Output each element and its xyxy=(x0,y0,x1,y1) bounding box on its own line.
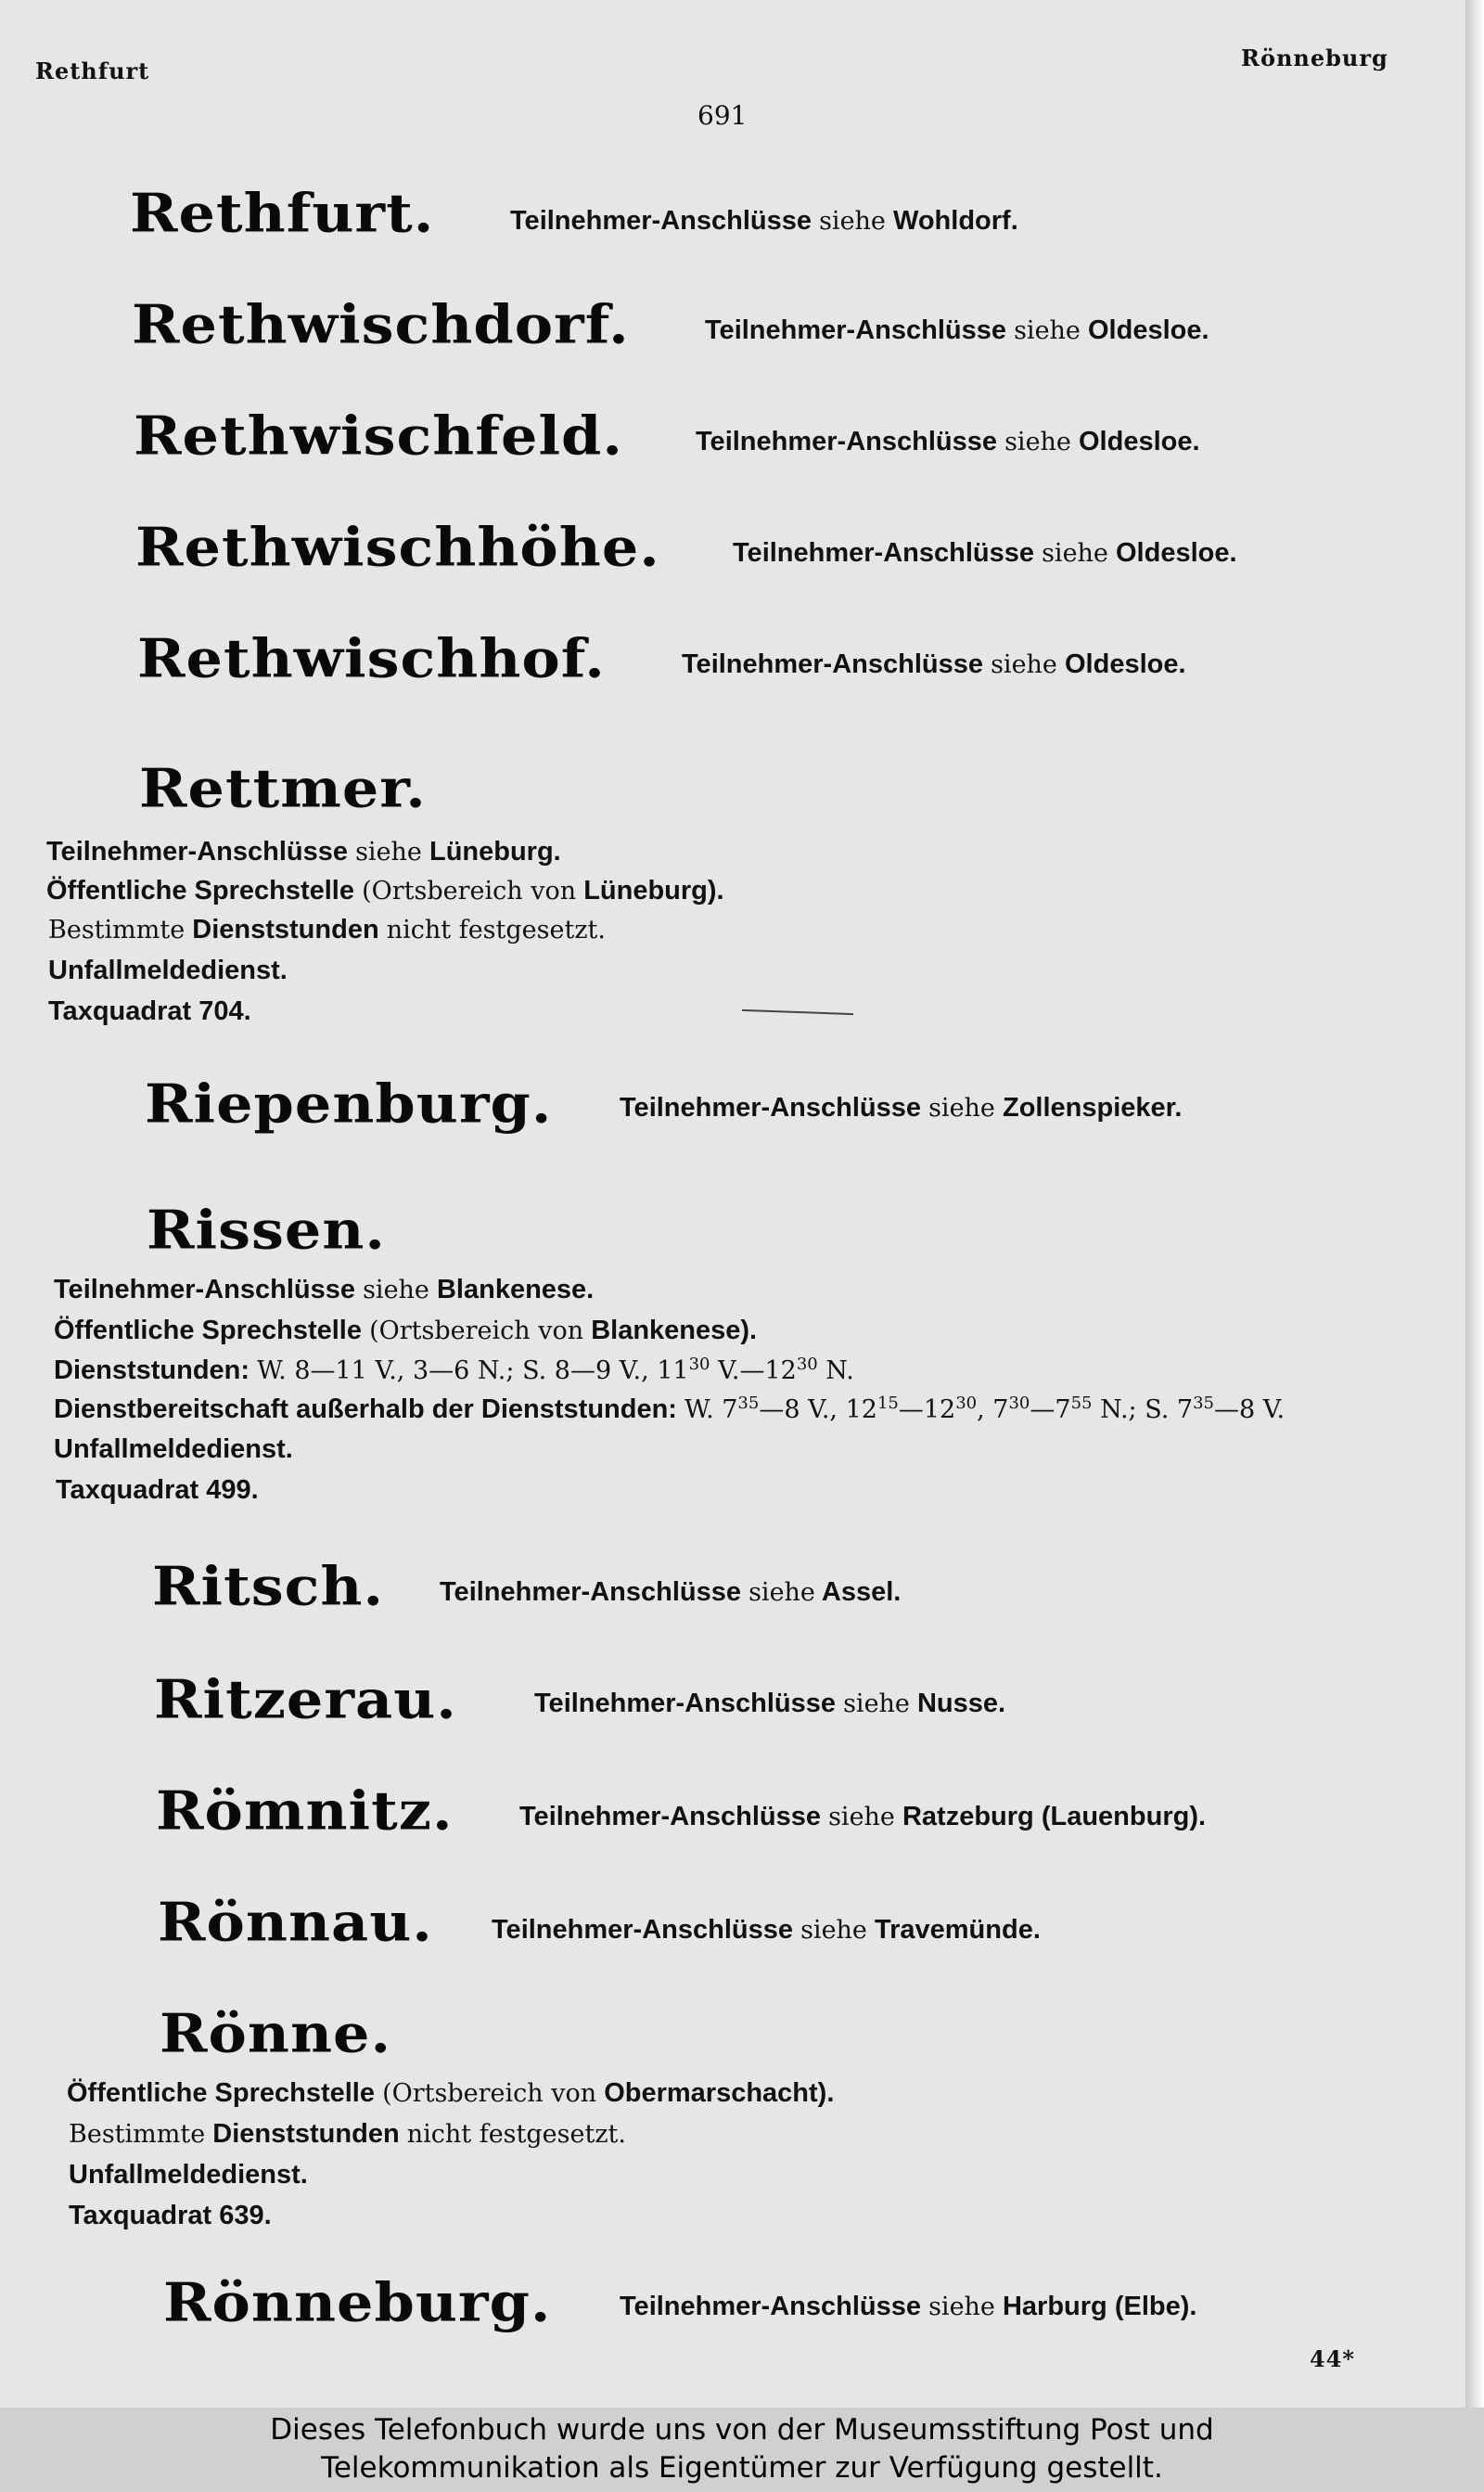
hours-part: —8 V., 12 xyxy=(759,1395,877,1424)
detail-line: Taxquadrat 704. xyxy=(48,996,251,1026)
detail-line xyxy=(48,915,606,945)
detail-siehe: siehe xyxy=(363,1276,429,1304)
reference-label: Teilnehmer-Anschlüsse xyxy=(696,427,998,456)
reference-target: Harburg (Elbe). xyxy=(1002,2292,1197,2321)
place-name: Rönneburg. xyxy=(163,2271,552,2334)
detail-label: Teilnehmer-Anschlüsse xyxy=(54,1275,356,1304)
detail-label: Dienstbereitschaft außerhalb der Dienststunden: xyxy=(54,1394,677,1424)
reference-target: Assel. xyxy=(821,1577,902,1607)
detail-hours xyxy=(257,1356,854,1385)
reference-label: Teilnehmer-Anschlüsse xyxy=(519,1802,822,1831)
entry-reference xyxy=(534,1689,1005,1719)
reference-siehe: siehe xyxy=(748,1578,815,1607)
reference-siehe: siehe xyxy=(800,1916,867,1945)
place-name: Rethwischhof. xyxy=(137,627,606,690)
detail-line: Unfallmeldedienst. xyxy=(54,1434,293,1464)
detail-ref: Obermarschacht). xyxy=(604,2078,835,2108)
page-number: 691 xyxy=(697,100,748,131)
detail-text: (Ortsbereich von xyxy=(362,877,577,906)
reference-target: Ratzeburg (Lauenburg). xyxy=(902,1802,1207,1831)
detail-line xyxy=(46,837,561,867)
detail-label: Öffentliche Sprechstelle xyxy=(54,1316,362,1345)
detail-label: Öffentliche Sprechstelle xyxy=(67,2078,375,2108)
detail-text: (Ortsbereich von xyxy=(369,1317,584,1345)
entry-reference xyxy=(620,2292,1196,2322)
place-name: Riepenburg. xyxy=(145,1073,553,1136)
reference-label: Teilnehmer-Anschlüsse xyxy=(733,538,1035,568)
detail-label: Dienststunden xyxy=(212,2119,400,2149)
footer-line-2: Telekommunikation als Eigentümer zur Verfügung gestellt. xyxy=(321,2451,1163,2485)
detail-line xyxy=(54,1275,594,1305)
reference-siehe: siehe xyxy=(1014,316,1081,345)
detail-line xyxy=(69,2119,626,2150)
reference-siehe: siehe xyxy=(843,1689,910,1718)
reference-target: Oldesloe. xyxy=(1115,538,1237,568)
hours-sup: 30 xyxy=(1008,1394,1030,1413)
entry-reference xyxy=(620,1093,1182,1124)
detail-line xyxy=(67,2078,834,2109)
running-head-right: Rönneburg xyxy=(1241,45,1388,71)
place-name: Rissen. xyxy=(147,1199,386,1262)
place-name: Rethwischdorf. xyxy=(132,293,630,356)
place-name: Rethfurt. xyxy=(130,182,435,245)
detail-label: Dienststunden xyxy=(192,915,379,944)
reference-label: Teilnehmer-Anschlüsse xyxy=(705,315,1007,345)
reference-label: Teilnehmer-Anschlüsse xyxy=(510,206,812,236)
reference-siehe: siehe xyxy=(828,1803,895,1831)
detail-line xyxy=(54,1394,1285,1425)
running-head-left: Rethfurt xyxy=(35,58,150,84)
reference-label: Teilnehmer-Anschlüsse xyxy=(682,649,984,679)
detail-line: Taxquadrat 639. xyxy=(69,2201,272,2230)
detail-ref: Blankenese. xyxy=(436,1275,595,1304)
place-name: Rönnau. xyxy=(158,1891,433,1954)
copyright-footer xyxy=(0,2408,1484,2492)
hours-part: V.—12 xyxy=(710,1356,797,1385)
hours-part: N. xyxy=(817,1356,854,1385)
reference-target: Travemünde. xyxy=(874,1915,1041,1945)
detail-line xyxy=(54,1355,854,1386)
hours-part: , 7 xyxy=(977,1395,1009,1424)
reference-target: Zollenspieker. xyxy=(1002,1093,1183,1123)
place-name: Ritsch. xyxy=(152,1555,385,1618)
place-name: Rethwischhöhe. xyxy=(135,516,660,579)
detail-ref: Blankenese). xyxy=(591,1316,758,1345)
detail-text: nicht festgesetzt. xyxy=(386,916,606,944)
place-name: Rethwischfeld. xyxy=(134,405,623,468)
reference-target: Oldesloe. xyxy=(1087,315,1209,345)
hours-sup: 35 xyxy=(737,1394,760,1413)
hours-sup: 30 xyxy=(688,1355,710,1374)
hours-part: —12 xyxy=(898,1395,956,1424)
reference-target: Nusse. xyxy=(916,1689,1006,1718)
place-name: Rettmer. xyxy=(139,757,427,820)
entry-reference xyxy=(696,427,1200,457)
detail-ref: Lüneburg. xyxy=(429,837,561,867)
entry-reference xyxy=(682,649,1186,680)
reference-siehe: siehe xyxy=(1004,428,1071,456)
hours-sup: 35 xyxy=(1193,1394,1215,1413)
reference-target: Oldesloe. xyxy=(1064,649,1186,679)
reference-siehe: siehe xyxy=(991,650,1057,679)
hours-sup: 15 xyxy=(876,1394,899,1413)
reference-siehe: siehe xyxy=(928,2293,995,2321)
detail-line xyxy=(46,876,724,906)
place-name: Rönne. xyxy=(160,2002,392,2065)
hours-sup: 55 xyxy=(1070,1394,1093,1413)
reference-target: Wohldorf. xyxy=(892,206,1018,236)
reference-siehe: siehe xyxy=(819,207,886,236)
footer-line-1: Dieses Telefonbuch wurde uns von der Museumsstiftung Post und xyxy=(270,2413,1214,2447)
hours-part: —8 V. xyxy=(1214,1395,1286,1424)
place-name: Römnitz. xyxy=(156,1779,454,1843)
detail-line: Taxquadrat 499. xyxy=(56,1475,259,1505)
reference-label: Teilnehmer-Anschlüsse xyxy=(492,1915,794,1945)
hours-part: —7 xyxy=(1030,1395,1071,1424)
entry-reference xyxy=(705,315,1209,346)
detail-text: Bestimmte xyxy=(69,2120,206,2149)
detail-text: nicht festgesetzt. xyxy=(406,2120,626,2149)
detail-line: Unfallmeldedienst. xyxy=(48,956,288,985)
entry-reference xyxy=(492,1915,1041,1946)
detail-label: Teilnehmer-Anschlüsse xyxy=(46,837,349,867)
reference-target: Oldesloe. xyxy=(1078,427,1200,456)
detail-line xyxy=(54,1316,757,1346)
detail-label: Öffentliche Sprechstelle xyxy=(46,876,354,906)
reference-label: Teilnehmer-Anschlüsse xyxy=(620,2292,922,2321)
entry-reference xyxy=(519,1802,1206,1832)
entry-reference xyxy=(510,206,1018,237)
reference-siehe: siehe xyxy=(928,1094,995,1123)
detail-line: Unfallmeldedienst. xyxy=(69,2160,308,2190)
ink-stroke xyxy=(742,1009,853,1015)
hours-part: N.; S. 7 xyxy=(1092,1395,1194,1424)
reference-label: Teilnehmer-Anschlüsse xyxy=(440,1577,742,1607)
place-name: Ritzerau. xyxy=(154,1668,457,1731)
detail-text: (Ortsbereich von xyxy=(382,2079,597,2108)
signature-mark: 44* xyxy=(1310,2345,1355,2372)
detail-label: Dienststunden: xyxy=(54,1355,250,1385)
reference-label: Teilnehmer-Anschlüsse xyxy=(620,1093,922,1123)
reference-label: Teilnehmer-Anschlüsse xyxy=(534,1689,837,1718)
hours-sup: 30 xyxy=(955,1394,978,1413)
detail-siehe: siehe xyxy=(355,838,422,867)
detail-ref: Lüneburg). xyxy=(583,876,724,906)
page-edge-shadow xyxy=(1465,0,1484,2408)
entry-reference xyxy=(733,538,1237,569)
entry-reference xyxy=(440,1577,901,1608)
detail-text: Bestimmte xyxy=(48,916,186,944)
hours-part: W. 7 xyxy=(684,1395,738,1424)
reference-siehe: siehe xyxy=(1042,539,1108,568)
hours-sup: 30 xyxy=(796,1355,818,1374)
hours-part: W. 8—11 V., 3—6 N.; S. 8—9 V., 11 xyxy=(257,1356,689,1385)
detail-hours xyxy=(684,1395,1285,1424)
